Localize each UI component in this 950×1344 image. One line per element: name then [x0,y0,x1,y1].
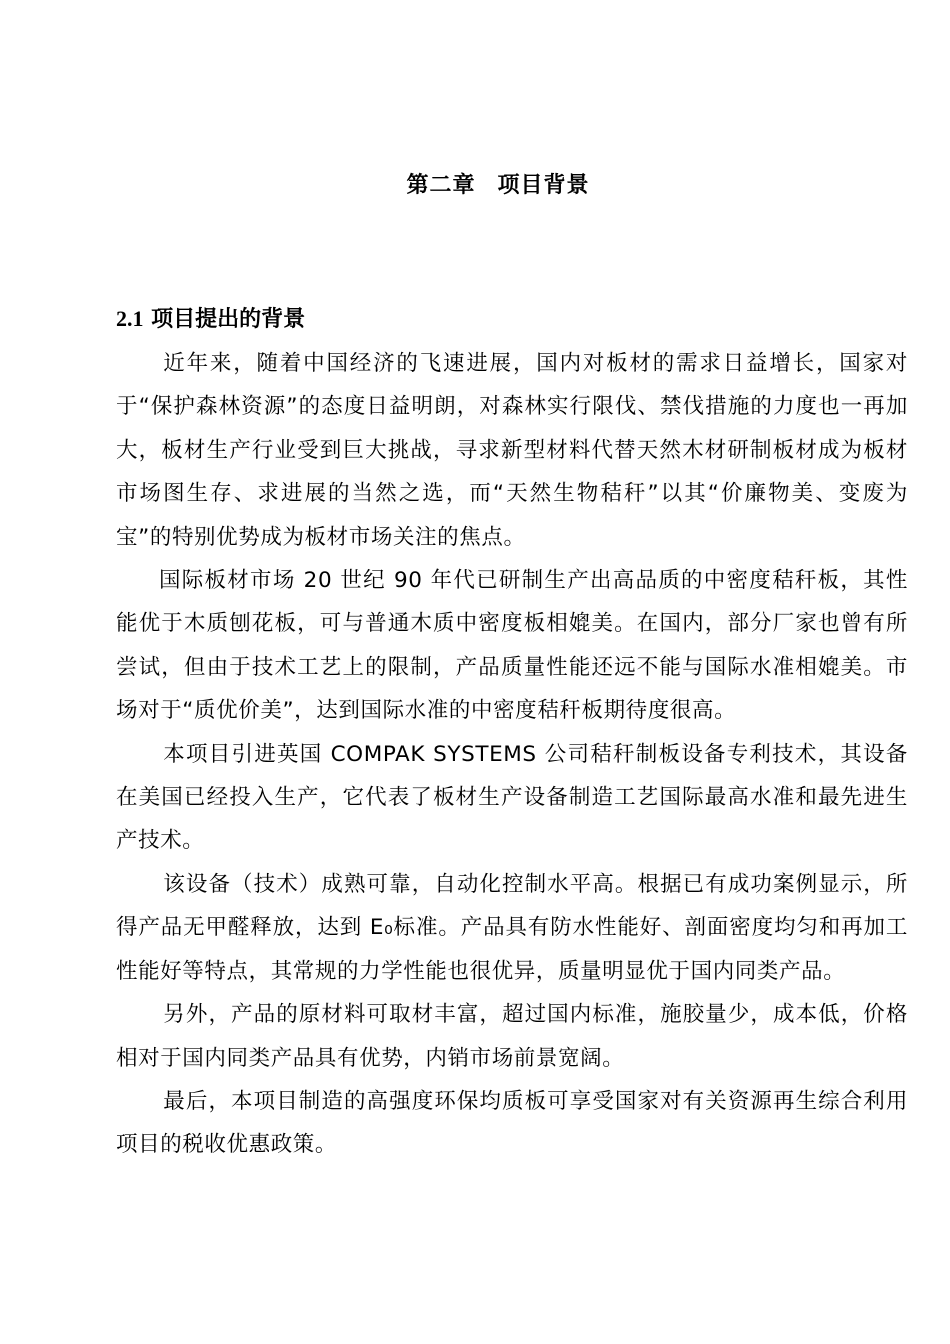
paragraph: 本项目引进英国 COMPAK SYSTEMS 公司秸秆制板设备专利技术，其设备在美国已经投入生产，它代表了板材生产设备制造工艺国际最高水准和最先进生产技术。 [116,741,908,854]
chapter-label: 第二章 [406,173,476,198]
paragraph: 该设备（技术）成熟可靠，自动化控制水平高。根据已有成功案例显示，所得产品无甲醛释放，达到 E₀标准。产品具有防水性能好、剖面密度均匀和再加工性能好等特点，其常规的力学性能也很优异，质量明显优于国内同类产品。 [116,871,908,984]
chapter-title [0,168,950,204]
section-heading [116,302,305,337]
paragraph: 近年来，随着中国经济的飞速进展，国内对板材的需求日益增长，国家对于“保护森林资源”的态度日益明朗，对森林实行限伐、禁伐措施的力度也一再加大，板材生产行业受到巨大挑战，寻求新型材料代替天然木材研制板材成为板材市场图生存、求进展的当然之选，而“天然生物秸秆”以其“价廉物美、变废为宝”的特别优势成为板材市场关注的焦点。 [116,351,908,550]
paragraph: 国际板材市场 20 世纪 90 年代已研制生产出高品质的中密度秸秆板，其性能优于木质刨花板，可与普通木质中密度板相媲美。在国内，部分厂家也曾有所尝试，但由于技术工艺上的限制，产品质量性能还远不能与国际水准相媲美。市场对于“质优价美”，达到国际水准的中密度秸秆板期待度很高。 [116,568,908,724]
section-number: 2.1 [116,306,144,331]
paragraph: 最后，本项目制造的高强度环保均质板可享受国家对有关资源再生综合利用项目的税收优惠政策。 [116,1088,908,1158]
chapter-title-text: 项目背景 [497,173,590,198]
paragraph: 另外，产品的原材料可取材丰富，超过国内标准，施胶量少，成本低，价格相对于国内同类产品具有优势，内销市场前景宽阔。 [116,1002,908,1071]
section-title: 项目提出的背景 [151,307,306,332]
body-text [116,342,908,1167]
